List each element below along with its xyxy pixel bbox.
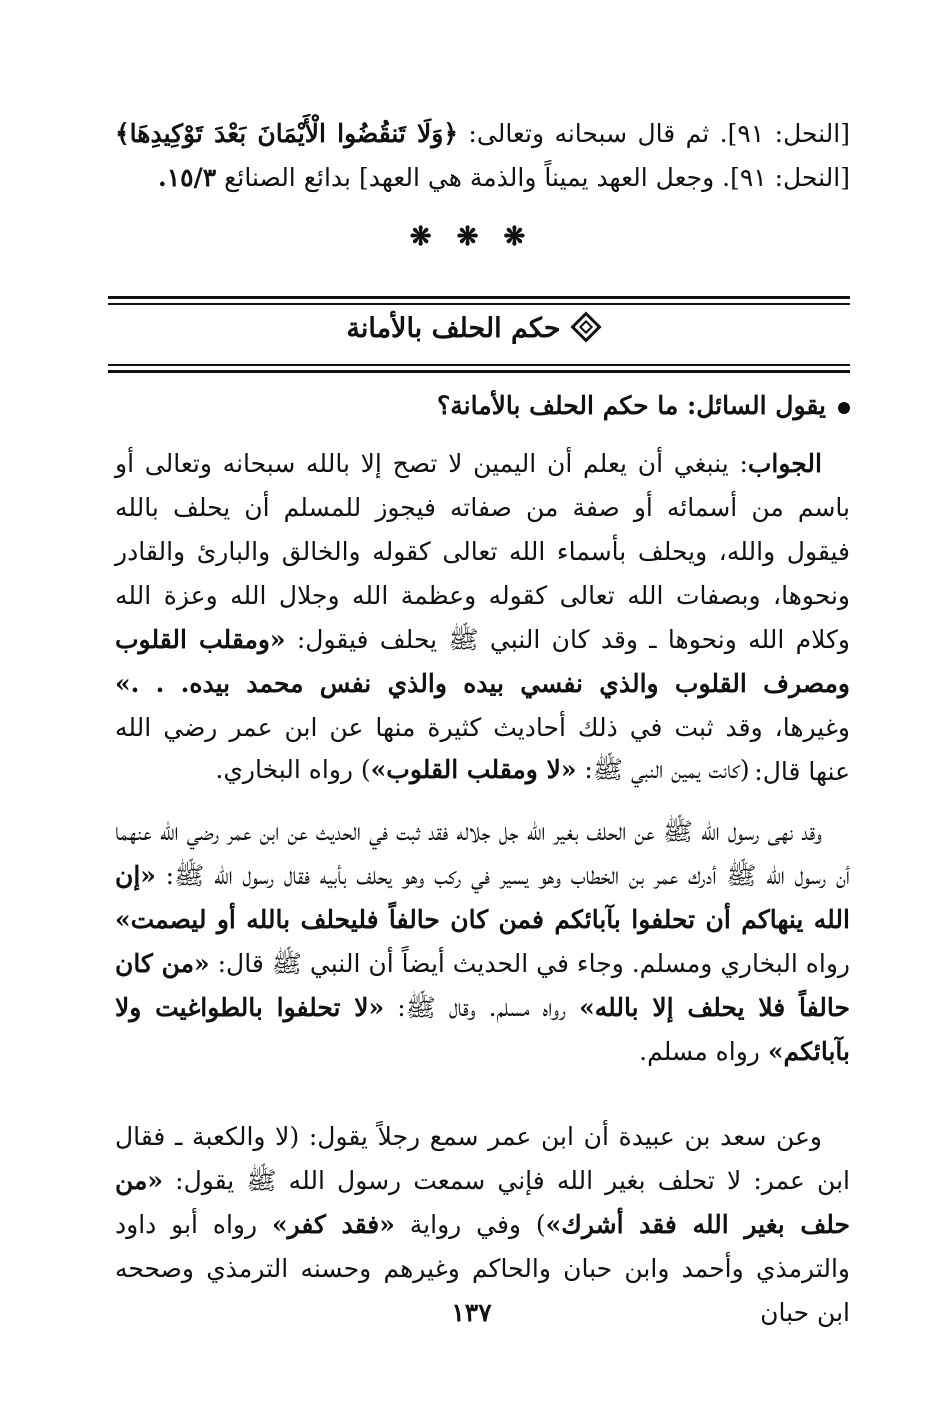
answer-p3-g: رواه مسلم. [639, 1037, 768, 1066]
answer-paragraph-2 [115, 748, 850, 792]
answer-p1-c: وغيرها، وقد ثبت في ذلك أحاديث كثيرة منها عن ابن عمر رضي الله عنها قال: [115, 713, 850, 786]
hadith-quote-2: «لا ومقلب القلوب» [370, 755, 577, 784]
hadith-quote-1: «ومقلب القلوب ومصرف القلوب والذي نفسي بيده والذي نفس محمد بيده. . .» [115, 625, 850, 698]
answer-p3-e: رواه مسلم. وقال ﷺ: [384, 993, 580, 1022]
section-title: حكم الحلف بالأمانة [346, 313, 561, 344]
answer-p4-c: ) وفي رواية [394, 1210, 546, 1239]
intro-text-2: [النحل: ٩١]. وجعل العهد يميناً والذمة هي العهد] بدائع الصنائع [216, 163, 850, 192]
answer-paragraph-3 [115, 810, 850, 1074]
hadith-quote-4: «من كان حالفاً فلا يحلف إلا بالله» [115, 949, 850, 1022]
section-heading [0, 313, 943, 344]
question-text: يقول السائل: ما حكم الحلف بالأمانة؟ [436, 391, 826, 420]
top-rule-2 [108, 303, 850, 305]
question [115, 384, 850, 428]
answer-p4-a: وعن سعد بن عبيدة أن ابن عمر سمع رجلاً يقول: (لا والكعبة ـ فقال ابن عمر: لا تحلف بغير الله فإني سمعت رسول الله ﷺ يقول: [115, 1122, 850, 1195]
answer-paragraph-1 [115, 442, 850, 794]
bottom-rule-1 [108, 364, 850, 366]
hadith-quote-5: «لا تحلفوا بالطواغيت ولا بآبائكم» [115, 993, 850, 1066]
answer-p3-a: وقد نهى رسول الله ﷺ عن الحلف بغير الله جل جلاله فقد ثبت في الحديث عن ابن عمر رضي الله عنهما أن رسول الله ﷺ أدرك عمر بن الخطاب وهو يسير في ركب وهو يحلف بأبيه فقال رسول الله ﷺ: [115, 817, 850, 890]
intro-paragraph [115, 112, 850, 200]
hadith-quote-6: «من حلف بغير الله فقد أشرك» [115, 1166, 850, 1239]
answer-p3-c: رواه البخاري ومسلم. وجاء في الحديث أيضاً أن النبي ﷺ قال: [209, 949, 850, 978]
answer-p4-e: رواه أبو داود والترمذي وأحمد وابن حبان والحاكم وغيرهم وحسنه الترمذي وصححه ابن حبان [115, 1210, 850, 1327]
answer-p1-a: : ينبغي أن يعلم أن اليمين لا تصح إلا بالله سبحانه وتعالى أو باسم من أسمائه أو صفة من صفاته فيجوز للمسلم أن يحلف بالله فيقول والله، ويحلف بأسماء الله تعالى كقوله والخالق والبارئ والقادر ونحوها، وبصفات الله تعالى كقوله وعظمة الله وجلال الله وعزة الله وكلام الله ونحوها ـ وقد كان النبي ﷺ يحلف فيقول: [115, 449, 850, 654]
page-number: ١٣٧ [451, 1298, 492, 1327]
answer-p2-a: (كانت يمين النبي ﷺ: [576, 755, 750, 784]
answer-p2-c: ) رواه البخاري. [215, 755, 371, 784]
intro-text-1: [النحل: ٩١]. ثم قال سبحانه وتعالى: [458, 119, 850, 148]
top-rule-1 [108, 296, 850, 299]
answer-label: الجواب [747, 449, 822, 478]
intro-reference: ١٥/٣. [158, 163, 217, 192]
diamond-icon [570, 311, 601, 342]
section-separator: ❋ ❋ ❋ [409, 222, 534, 252]
hadith-quote-7: «فقد كفر» [271, 1210, 395, 1239]
quran-verse: ﴿وَلَا تَنقُضُوا الْأَيْمَانَ بَعْدَ تَوْكِيدِهَا﴾ [115, 119, 459, 148]
hadith-quote-3: «إن الله ينهاكم أن تحلفوا بآبائكم فمن كان حالفاً فليحلف بالله أو ليصمت» [115, 861, 850, 934]
bullet-icon [838, 402, 850, 414]
bottom-rule-2 [108, 370, 850, 373]
